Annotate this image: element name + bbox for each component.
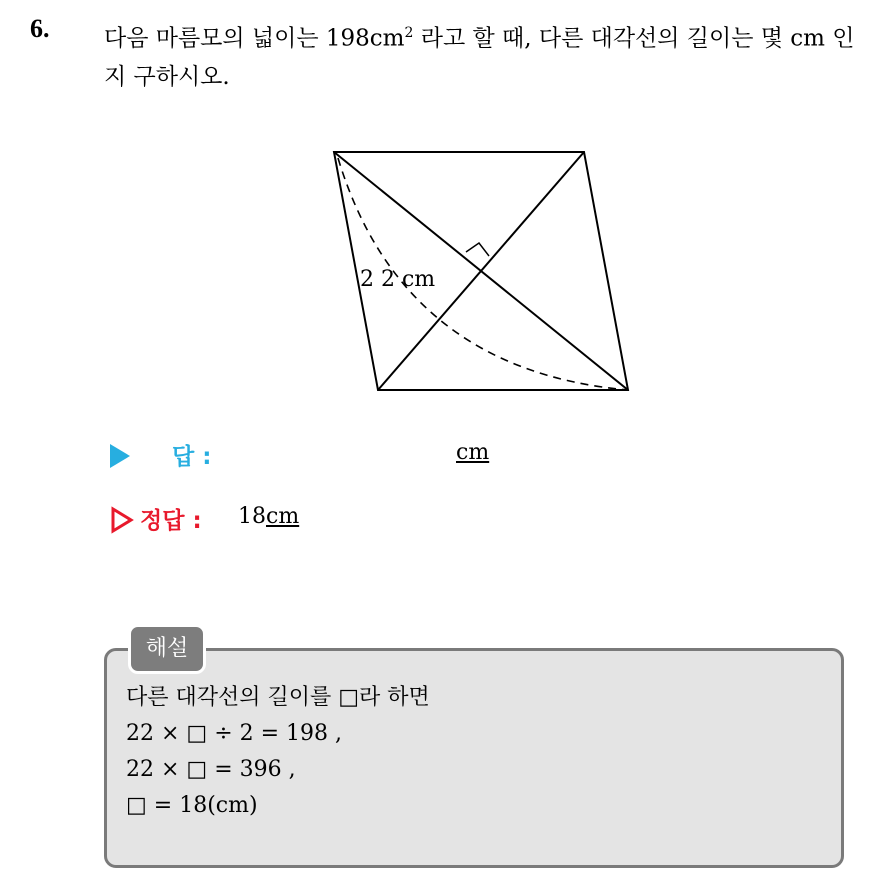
solution-line: 22 × □ = 396 , — [126, 757, 296, 782]
rhombus-figure — [320, 140, 640, 400]
play-triangle-icon — [110, 444, 130, 468]
correct-answer-label: 정답 : — [140, 508, 202, 534]
solution-lines — [126, 680, 430, 824]
diagonal-length-label: 2 2 cm — [360, 267, 436, 292]
correct-answer-number: 18 — [238, 504, 266, 529]
superscript-exponent: 2 — [404, 25, 414, 41]
question-text-part1: 다음 마름모의 넓이는 198cm — [104, 25, 405, 52]
correct-answer-unit: cm — [266, 504, 300, 529]
solution-line: 다른 대각선의 길이를 □라 하면 — [126, 685, 430, 710]
solution-tab: 해설 — [128, 624, 206, 674]
question-text — [104, 14, 874, 96]
question-number: 6. — [30, 14, 50, 43]
solution-line: □ = 18(cm) — [126, 793, 258, 818]
outline-triangle-icon — [110, 506, 134, 534]
answer-unit: cm — [456, 440, 490, 465]
solution-line: 22 × □ ÷ 2 = 198 , — [126, 721, 343, 746]
correct-answer-value — [238, 504, 299, 529]
question-text-part2: 라고 할 때, 다른 대각선의 길이는 몇 cm 인지 구하시오. — [104, 25, 855, 90]
answer-label: 답 : — [172, 444, 212, 470]
right-angle-mark — [466, 243, 489, 256]
